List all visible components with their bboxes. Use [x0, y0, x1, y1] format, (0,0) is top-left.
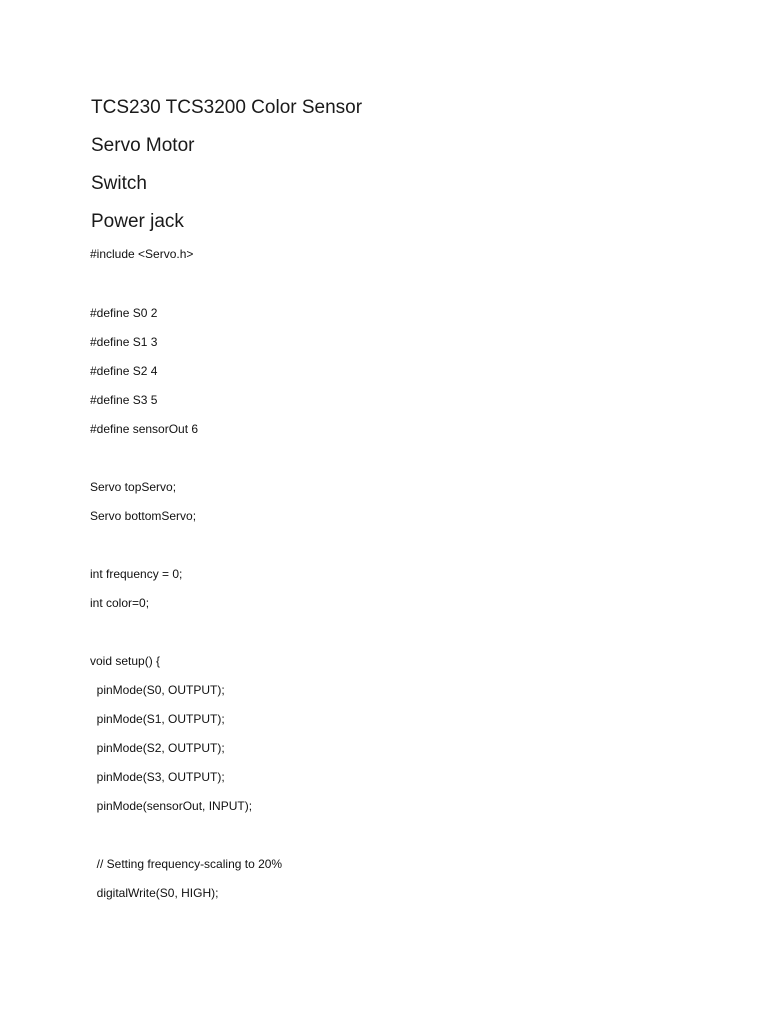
code-line-top-servo: Servo topServo;: [90, 480, 177, 494]
code-line-define-s1: #define S1 3: [90, 335, 158, 349]
heading-color-sensor: TCS230 TCS3200 Color Sensor: [91, 97, 363, 118]
code-line-digitalwrite-s0: digitalWrite(S0, HIGH);: [90, 886, 219, 900]
code-line-frequency: int frequency = 0;: [90, 567, 183, 581]
heading-servo-motor: Servo Motor: [91, 135, 195, 156]
code-line-define-sensorout: #define sensorOut 6: [90, 422, 199, 436]
code-line-define-s3: #define S3 5: [90, 393, 158, 407]
code-line-setup: void setup() {: [90, 654, 161, 668]
code-line-bottom-servo: Servo bottomServo;: [90, 509, 197, 523]
code-line-pinmode-s1: pinMode(S1, OUTPUT);: [90, 712, 225, 726]
code-line-pinmode-s3: pinMode(S3, OUTPUT);: [90, 770, 225, 784]
code-line-pinmode-s2: pinMode(S2, OUTPUT);: [90, 741, 225, 755]
code-line-pinmode-s0: pinMode(S0, OUTPUT);: [90, 683, 225, 697]
code-line-comment-frequency-scaling: // Setting frequency-scaling to 20%: [90, 857, 283, 871]
heading-power-jack: Power jack: [91, 211, 184, 232]
code-line-pinmode-sensorout: pinMode(sensorOut, INPUT);: [90, 799, 253, 813]
heading-switch: Switch: [91, 173, 147, 194]
code-line-include: #include <Servo.h>: [90, 247, 194, 261]
code-line-define-s2: #define S2 4: [90, 364, 158, 378]
code-line-define-s0: #define S0 2: [90, 306, 158, 320]
code-line-color: int color=0;: [90, 596, 150, 610]
